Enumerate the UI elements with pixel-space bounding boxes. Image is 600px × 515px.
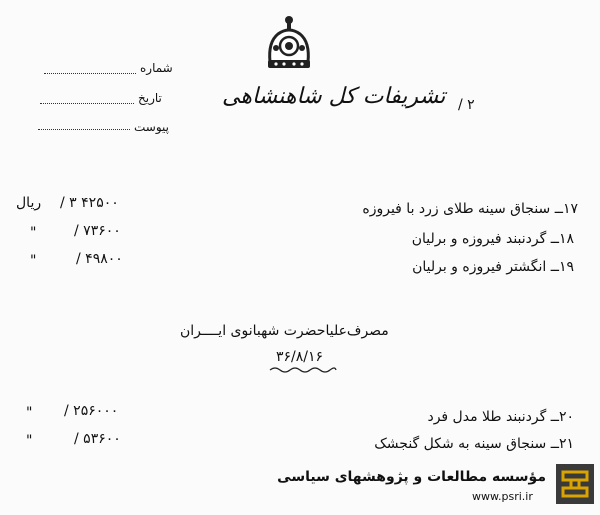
field-label-number: شماره — [140, 61, 173, 75]
item-18-ditto: " — [30, 225, 37, 241]
item-21-text: ۲۱ــ سنجاق سینه به شکل گنجشک — [374, 436, 574, 452]
item-17-unit: ریال — [16, 195, 42, 211]
item-17-amount: ۴۲۵۰۰ ۳ / — [60, 195, 119, 211]
footer-url[interactable]: www.psri.ir — [472, 490, 533, 503]
field-line-date — [40, 103, 134, 104]
psri-logo — [556, 464, 594, 504]
item-19-text: ۱۹ــ انگشتر فیروزه و برلیان — [412, 259, 574, 275]
field-label-attachment: پیوست — [134, 120, 169, 134]
item-20-amount: ۲۵۶۰۰۰ / — [64, 403, 119, 419]
crown-emblem-icon — [264, 14, 314, 72]
date-underline — [268, 366, 338, 374]
footer-org-name: مؤسسه مطالعات و پژوهشهای سیاسی — [277, 469, 546, 485]
item-20-text: ۲۰ــ گردنبند طلا مدل فرد — [427, 409, 574, 425]
letterhead-title: تشریفات کل شاهنشاهی — [222, 84, 446, 109]
field-line-attachment — [38, 129, 130, 130]
item-17-text: ۱۷ــ سنجاق سینه طلای زرد با فیروزه — [362, 201, 578, 217]
item-21-ditto: " — [26, 433, 33, 449]
item-21-amount: ۵۳۶۰۰ / — [74, 431, 121, 447]
item-19-amount: ۴۹۸۰۰ / — [76, 251, 123, 267]
psri-logo-icon — [556, 464, 594, 504]
item-20-ditto: " — [26, 405, 33, 421]
item-19-ditto: " — [30, 253, 37, 269]
section-date: ۳۶/۸/۱۶ — [276, 349, 324, 365]
page-number: / ۲ — [458, 97, 475, 113]
section-title: مصرف‌علیاحضرت شهبانوی ایــــران — [180, 323, 389, 339]
item-18-text: ۱۸ــ گردنبند فیروزه و برلیان — [411, 231, 574, 247]
item-18-amount: ۷۳۶۰۰ / — [74, 223, 121, 239]
field-line-number — [44, 73, 136, 74]
field-label-date: تاریخ — [138, 91, 162, 105]
